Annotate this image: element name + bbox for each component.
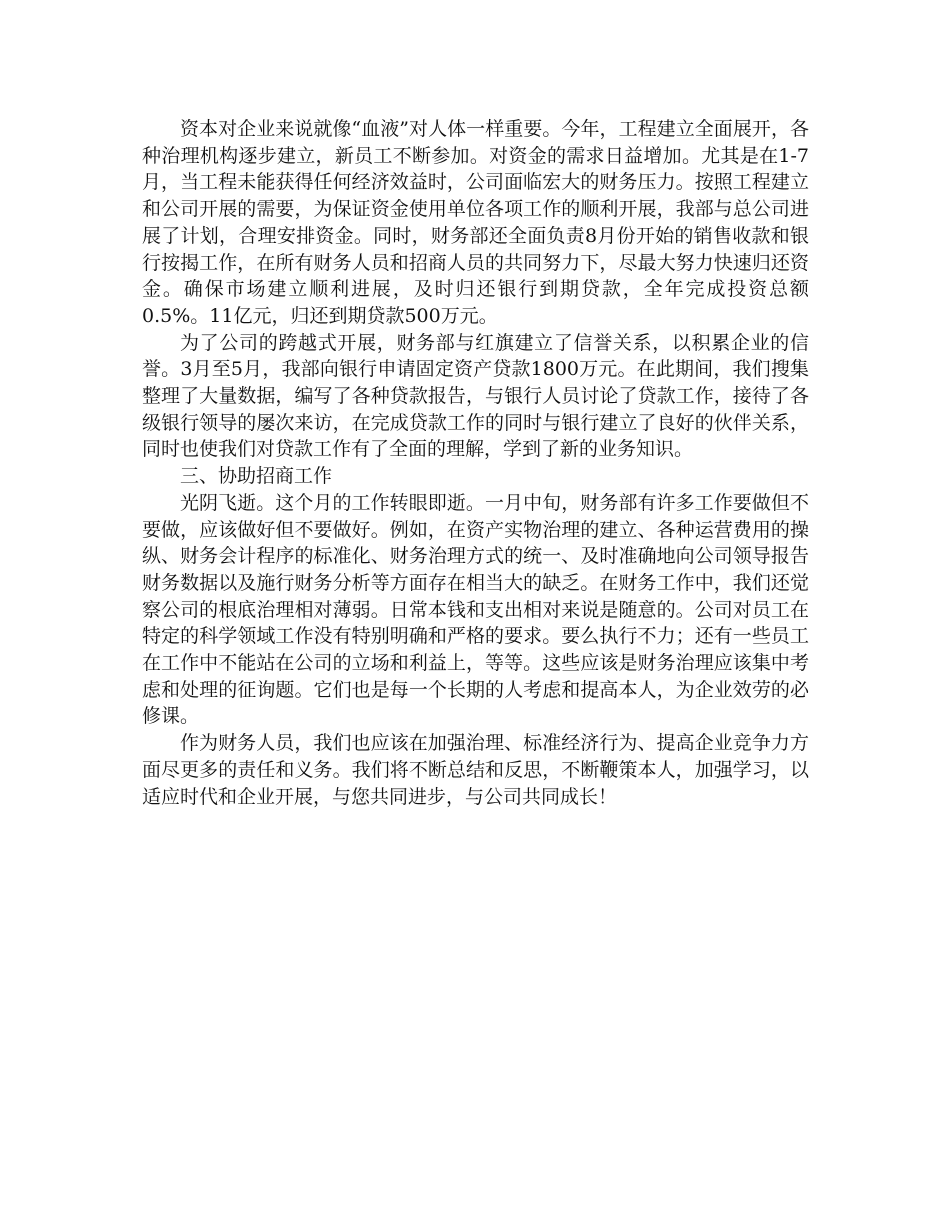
paragraph-bank-credit: 为了公司的跨越式开展，财务部与红旗建立了信誉关系，以积累企业的信誉。3月至5月，我部向银行申请固定资产贷款1800万元。在此期间，我们搜集整理了大量数据，编写了各种贷款报告，与银行人员讨论了贷款工作，接待了各级银行领导的屡次来访，在完成贷款工作的同时与银行建立了良好的伙伴关系，同时也使我们对贷款工作有了全面的理解，学到了新的业务知识。	[142, 331, 809, 461]
paragraph-capital-funding: 资本对企业来说就像“血液”对人体一样重要。今年，工程建立全面展开，各种治理机构逐步建立，新员工不断参加。对资金的需求日益增加。尤其是在1-7月，当工程未能获得任何经济效益时，公司面临宏大的财务压力。按照工程建立和公司开展的需要，为保证资金使用单位各项工作的顺利开展，我部与总公司进展了计划，合理安排资金。同时，财务部还全面负责8月份开始的销售收款和银行按揭工作，在所有财务人员和招商人员的共同努力下，尽最大努力快速归还资金。确保市场建立顺利进展，及时归还银行到期贷款，全年完成投资总额0.5%。11亿元，归还到期贷款500万元。	[142, 118, 809, 327]
paragraph-shortcomings: 光阴飞逝。这个月的工作转眼即逝。一月中旬，财务部有许多工作要做但不要做，应该做好但不要做好。例如，在资产实物治理的建立、各种运营费用的操纵、财务会计程序的标准化、财务治理方式的统一、及时准确地向公司领导报告财务数据以及施行财务分析等方面存在相当大的缺乏。在财务工作中，我们还觉察公司的根底治理相对薄弱。日常本钱和支出相对来说是随意的。公司对员工在特定的科学领域工作没有特别明确和严格的要求。要么执行不力；还有一些员工在工作中不能站在公司的立场和利益上，等等。这些应该是财务治理应该集中考虑和处理的征询题。它们也是每一个长期的人考虑和提高本人，为企业效劳的必修课。	[142, 491, 809, 728]
document-body	[142, 116, 809, 810]
paragraph-conclusion: 作为财务人员，我们也应该在加强治理、标准经济行为、提高企业竞争力方面尽更多的责任和义务。我们将不断总结和反思，不断鞭策本人，加强学习，以适应时代和企业开展，与您共同进步，与公司共同成长！	[142, 732, 809, 808]
section-heading-investment-assist: 三、协助招商工作	[180, 465, 333, 488]
